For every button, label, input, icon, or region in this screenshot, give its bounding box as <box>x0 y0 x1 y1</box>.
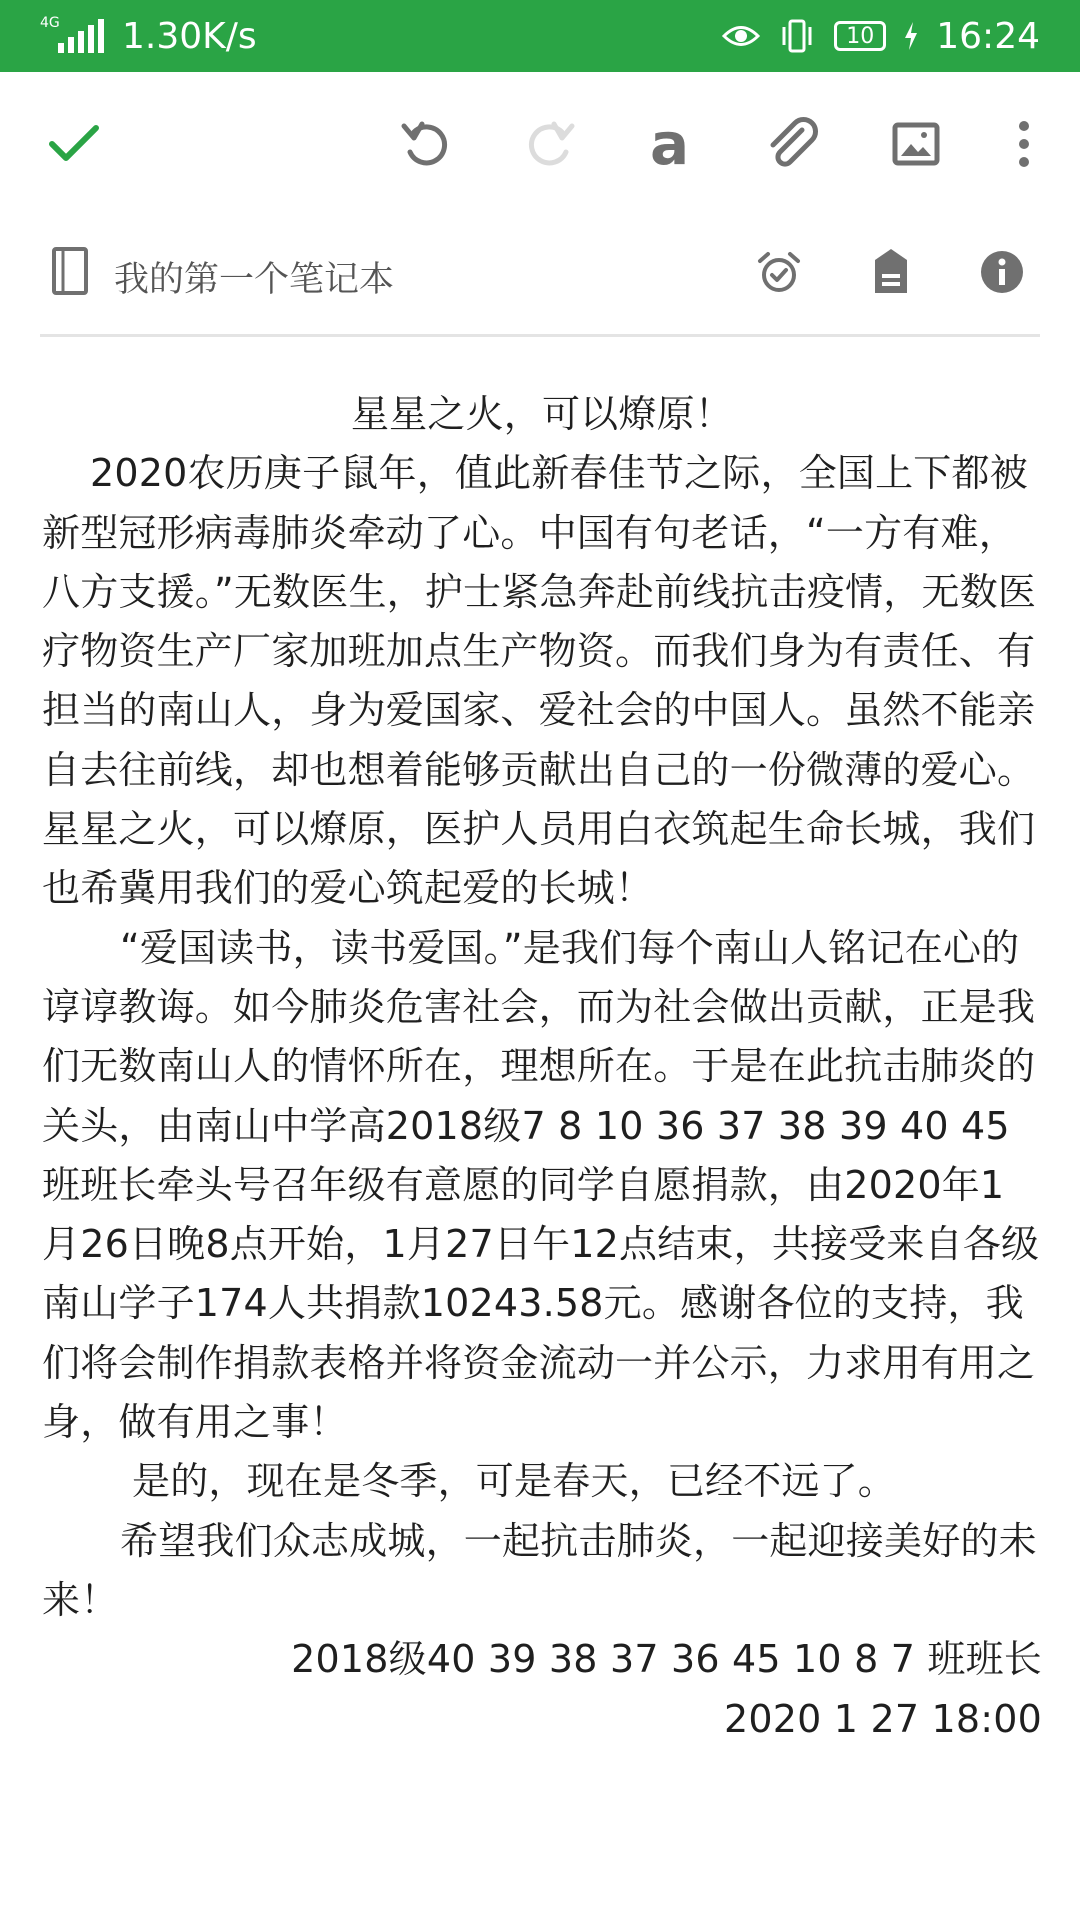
battery-level: 10 <box>846 23 875 49</box>
editor-toolbar <box>0 72 1080 220</box>
battery-icon <box>834 21 886 51</box>
clock: 16:24 <box>936 15 1040 57</box>
note-paragraph: 希望我们众志成城，一起抗击肺炎，一起迎接美好的未来！ <box>42 1518 1037 1622</box>
done-button[interactable] <box>34 104 114 184</box>
note-title: 星星之火，可以燎原！ <box>350 392 733 436</box>
note-body[interactable] <box>42 385 1042 1749</box>
info-icon[interactable] <box>980 250 1024 294</box>
image-icon <box>892 122 940 166</box>
note-paragraph: 2020农历庚子鼠年，值此新春佳节之际，全国上下都被新型冠形病毒肺炎牵动了心。中国有句老话，“一方有难，八方支援。”无数医生，护士紧急奔赴前线抗击疫情，无数医疗物资生产厂家加班加点生产物资。而我们身为有责任、有担当的南山人，身为爱国家、爱社会的中国人。虽然不能亲自去往前线，却也想着能够贡献出自己的一份微薄的爱心。星星之火，可以燎原，医护人员用白衣筑起生命长城，我们也希冀用我们的爱心筑起爱的长城！ <box>42 451 1037 911</box>
network-speed: 1.30K/s <box>122 15 257 57</box>
insert-image-button[interactable] <box>876 104 956 184</box>
undo-button[interactable] <box>386 104 466 184</box>
attach-button[interactable] <box>752 104 832 184</box>
notebook-row <box>0 220 1080 330</box>
text-format-button[interactable] <box>630 104 710 184</box>
status-right <box>722 16 1040 57</box>
eye-icon <box>722 23 760 49</box>
divider <box>40 334 1040 337</box>
note-paragraph: 是的，现在是冬季，可是春天，已经不远了。 <box>132 1459 897 1504</box>
text-format-icon <box>644 116 696 172</box>
more-vertical-icon <box>1016 120 1032 168</box>
notebook-icon[interactable] <box>50 246 90 296</box>
charging-icon <box>904 22 918 50</box>
notebook-name[interactable]: 我的第一个笔记本 <box>114 260 395 300</box>
tag-icon[interactable] <box>872 246 910 296</box>
check-icon <box>48 124 100 164</box>
signal-icon <box>40 15 104 53</box>
note-paragraph: “爱国读书，读书爱国。”是我们每个南山人铭记在心的谆谆教诲。如今肺炎危害社会，而为社会做出贡献，正是我们无数南山人的情怀所在，理想所在。于是在此抗击肺炎的关头，由南山中学高2018级7 8 10 36 37 38 39 40 45班班长牵头号召年级有意愿的同学自愿捐款，由2020年1月26日晚8点开始，1月27日午12点结束，共接受来自各级南山学子174人共捐款10243.58元。感谢各位的支持，我们将会制作捐款表格并将资金流动一并公示，力求用有用之身，做有用之事！ <box>42 925 1040 1445</box>
note-signature: 2018级40 39 38 37 36 45 10 8 7 班班长 <box>291 1637 1042 1682</box>
network-type: 4G <box>40 15 60 31</box>
status-left <box>40 16 257 57</box>
redo-icon <box>524 118 576 170</box>
status-bar <box>0 0 1080 72</box>
more-options-button[interactable] <box>984 104 1064 184</box>
alarm-icon[interactable] <box>756 250 802 296</box>
vibrate-icon <box>778 19 816 53</box>
svg-text:a: a <box>650 116 690 172</box>
undo-icon <box>400 118 452 170</box>
redo-button[interactable] <box>510 104 590 184</box>
attachment-icon <box>764 116 820 172</box>
note-date: 2020 1 27 18:00 <box>724 1696 1042 1741</box>
